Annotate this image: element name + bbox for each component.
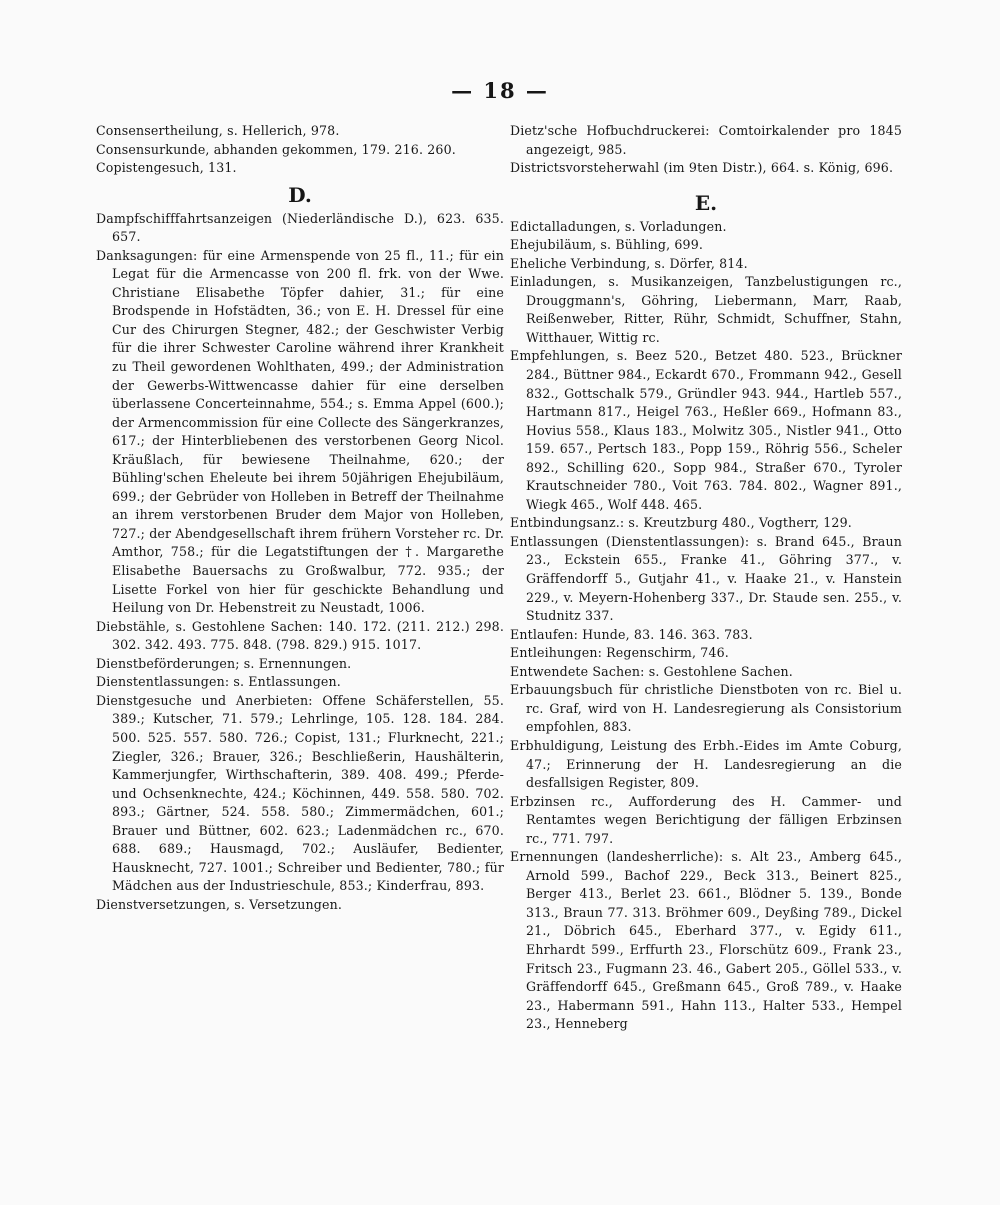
right-block-2 [510,218,902,1034]
index-entry: Erbhuldigung, Leistung des Erbh.-Eides im Amte Coburg, 47.; Erinnerung der H. Landesregierung an die desfallsigen Register, 809. [510,737,902,791]
index-entry: Erbzinsen rc., Aufforderung des H. Cammer- und Rentamtes wegen Berichtigung der fälligen Erbzinsen rc., 771. 797. [510,793,902,846]
right-block-1 [510,122,902,178]
index-entry: Empfehlungen, s. Beez 520., Betzet 480. 523., Brückner 284., Büttner 984., Eckardt 670., Frommann 942., Gesell 832., Gottschalk 579., Gründler 943. 944., Hartleb 557., Hartmann 817., Heigel 763., Heßler 669., Hofmann 83., Hovius 558., Klaus 183., Molwitz 305., Nistler 941., Otto 159. 657., Pertsch 183., Popp 159., Röhrig 556., Scheler 892., Schilling 620., Sopp 984., Straßer 670., Tyroler Krautschneider 780., Voit 763. 784. 802., Wagner 891., Wiegk 465., Wolf 448. 465. [510,348,902,512]
index-entry: Diebstähle, s. Gestohlene Sachen: 140. 172. (211. 212.) 298. 302. 342. 493. 775. 848. (798. 829.) 915. 1017. [96,618,504,653]
right-column [510,122,902,1034]
page-number: — 18 — [451,78,549,103]
left-block-2 [96,210,504,915]
index-entry: Entbindungsanz.: s. Kreutzburg 480., Vogtherr, 129. [510,515,852,531]
index-entry: Districtsvorsteherwahl (im 9ten Distr.), 664. s. König, 696. [510,160,894,176]
index-entry: Dienstentlassungen: s. Entlassungen. [96,674,341,690]
index-entry: Entleihungen: Regenschirm, 746. [510,645,729,661]
index-entry: Erbauungsbuch für christliche Dienstboten von rc. Biel u. rc. Graf, wird von H. Landesregierung als Consistorium empfohlen, 883. [510,682,902,735]
index-entry: Eheliche Verbindung, s. Dörfer, 814. [510,255,748,271]
index-entry: Einladungen, s. Musikanzeigen, Tanzbelustigungen rc., Drouggmann's, Göhring, Liebermann, Marr, Raab, Reißenweber, Ritter, Rühr, Schmidt, Schuffner, Stahn, Witthauer, Wittig rc. [510,274,902,345]
index-entry: Ehejubiläum, s. Bühling, 699. [510,237,704,253]
index-entry: Edictalladungen, s. Vorladungen. [510,218,727,234]
left-column [96,122,504,914]
index-entry: Dienstbeförderungen; s. Ernennungen. [96,655,352,671]
index-entry: Dienstgesuche und Anerbieten: Offene Schäferstellen, 55. 389.; Kutscher, 71. 579.; Lehrlinge, 105. 128. 184. 284. 500. 525. 557. 580. 726.; Copist, 131.; Flurknecht, 221.; Ziegler, 326.; Brauer, 326.; Beschließerin, Haushälterin, Kammerjungfer, Wirthschafterin, 389. 408. 499.; Pferde- und Ochsenknechte, 424.; Köchinnen, 449. 558. 580. 702. 893.; Gärtner, 524. 558. 580.; Zimmermädchen, 601.; Brauer und Büttner, 602. 623.; Ladenmädchen rc., 670. 688. 689.; Hausmagd, 702.; Ausläufer, Bedienter, Hausknecht, 727. 1001.; Schreiber und Bedienter, 780.; für Mädchen aus der Industrieschule, 853.; Kinderfrau, 893. [96,692,504,894]
index-entry: Dienstversetzungen, s. Versetzungen. [96,896,343,912]
left-block-1 [96,122,504,178]
section-letter-d: D. [288,182,312,207]
index-entry: Consensurkunde, abhanden gekommen, 179. 216. 260. [96,141,456,157]
index-entry: Dampfschifffahrtsanzeigen (Niederländische D.), 623. 635. 657. [96,210,504,245]
index-entry: Dietz'sche Hofbuchdruckerei: Comtoirkalender pro 1845 angezeigt, 985. [510,123,902,157]
section-letter-e: E. [694,190,718,215]
index-entry: Entwendete Sachen: s. Gestohlene Sachen. [510,663,793,679]
index-entry: Consensertheilung, s. Hellerich, 978. [96,123,340,138]
index-entry: Danksagungen: für eine Armenspende von 25 fl., 11.; für ein Legat für die Armencasse von 200 fl. frk. von der Wwe. Christiane Elisabethe Töpfer dahier, 31.; für eine Brodspende in Hofstädten, 36.; von E. H. Dressel für eine Cur des Chirurgen Stegner, 482.; der Geschwister Verbig für die ihrer Schwester Caroline während ihrer Krankheit zu Theil gewordenen Wohlthaten, 499.; der Administration der Gewerbs-Wittwencasse dahier für eine derselben überlassene Concerteinnahme, 554.; s. Emma Appel (600.); der Armencommission für eine Collecte des Sängerkranzes, 617.; der Hinterbliebenen des verstorbenen Georg Nicol. Kräußlach, für bewiesene Theilnahme, 620.; der Bühling'schen Eheleute bei ihrem 50jährigen Ehejubiläum, 699.; der Gebrüder von Holleben in Betreff der Theilnahme an ihrem verstorbenen Bruder dem Major von Holleben, 727.; der Abendgesellschaft ihrem frühern Vorsteher rc. Dr. Amthor, 758.; für die Legatstiftungen der †. Margarethe Elisabethe Bauersachs zu Großwalbur, 772. 935.; der Lisette Forkel von hier für geschickte Behandlung und Heilung von Dr. Hebenstreit zu Neustadt, 1006. [96,247,504,616]
index-entry: Ernennungen (landesherrliche): s. Alt 23., Amberg 645., Arnold 599., Bachof 229., Beck 313., Beinert 825., Berger 413., Berlet 23. 661., Blödner 5. 139., Bonde 313., Braun 77. 313. Bröhmer 609., Deyßing 789., Dickel 21., Döbrich 645., Eberhard 377., v. Egidy 611., Ehrhardt 599., Erffurth 23., Florschütz 609., Frank 23., Fritsch 23., Fugmann 23. 46., Gabert 205., Göllel 533., v. Gräffendorff 645., Greßmann 645., Groß 789., v. Haake 23., Habermann 591., Hahn 113., Halter 533., Hempel 23., Henneberg [510,849,902,1032]
index-entry: Entlaufen: Hunde, 83. 146. 363. 783. [510,626,753,642]
index-entry: Entlassungen (Dienstentlassungen): s. Brand 645., Braun 23., Eckstein 655., Franke 41., Göhring 377., v. Gräffendorff 5., Gutjahr 41., v. Haake 21., v. Hanstein 229., v. Meyern-Hohenberg 337., Dr. Staude sen. 255., v. Studnitz 337. [510,533,902,624]
index-entry: Copistengesuch, 131. [96,160,237,176]
